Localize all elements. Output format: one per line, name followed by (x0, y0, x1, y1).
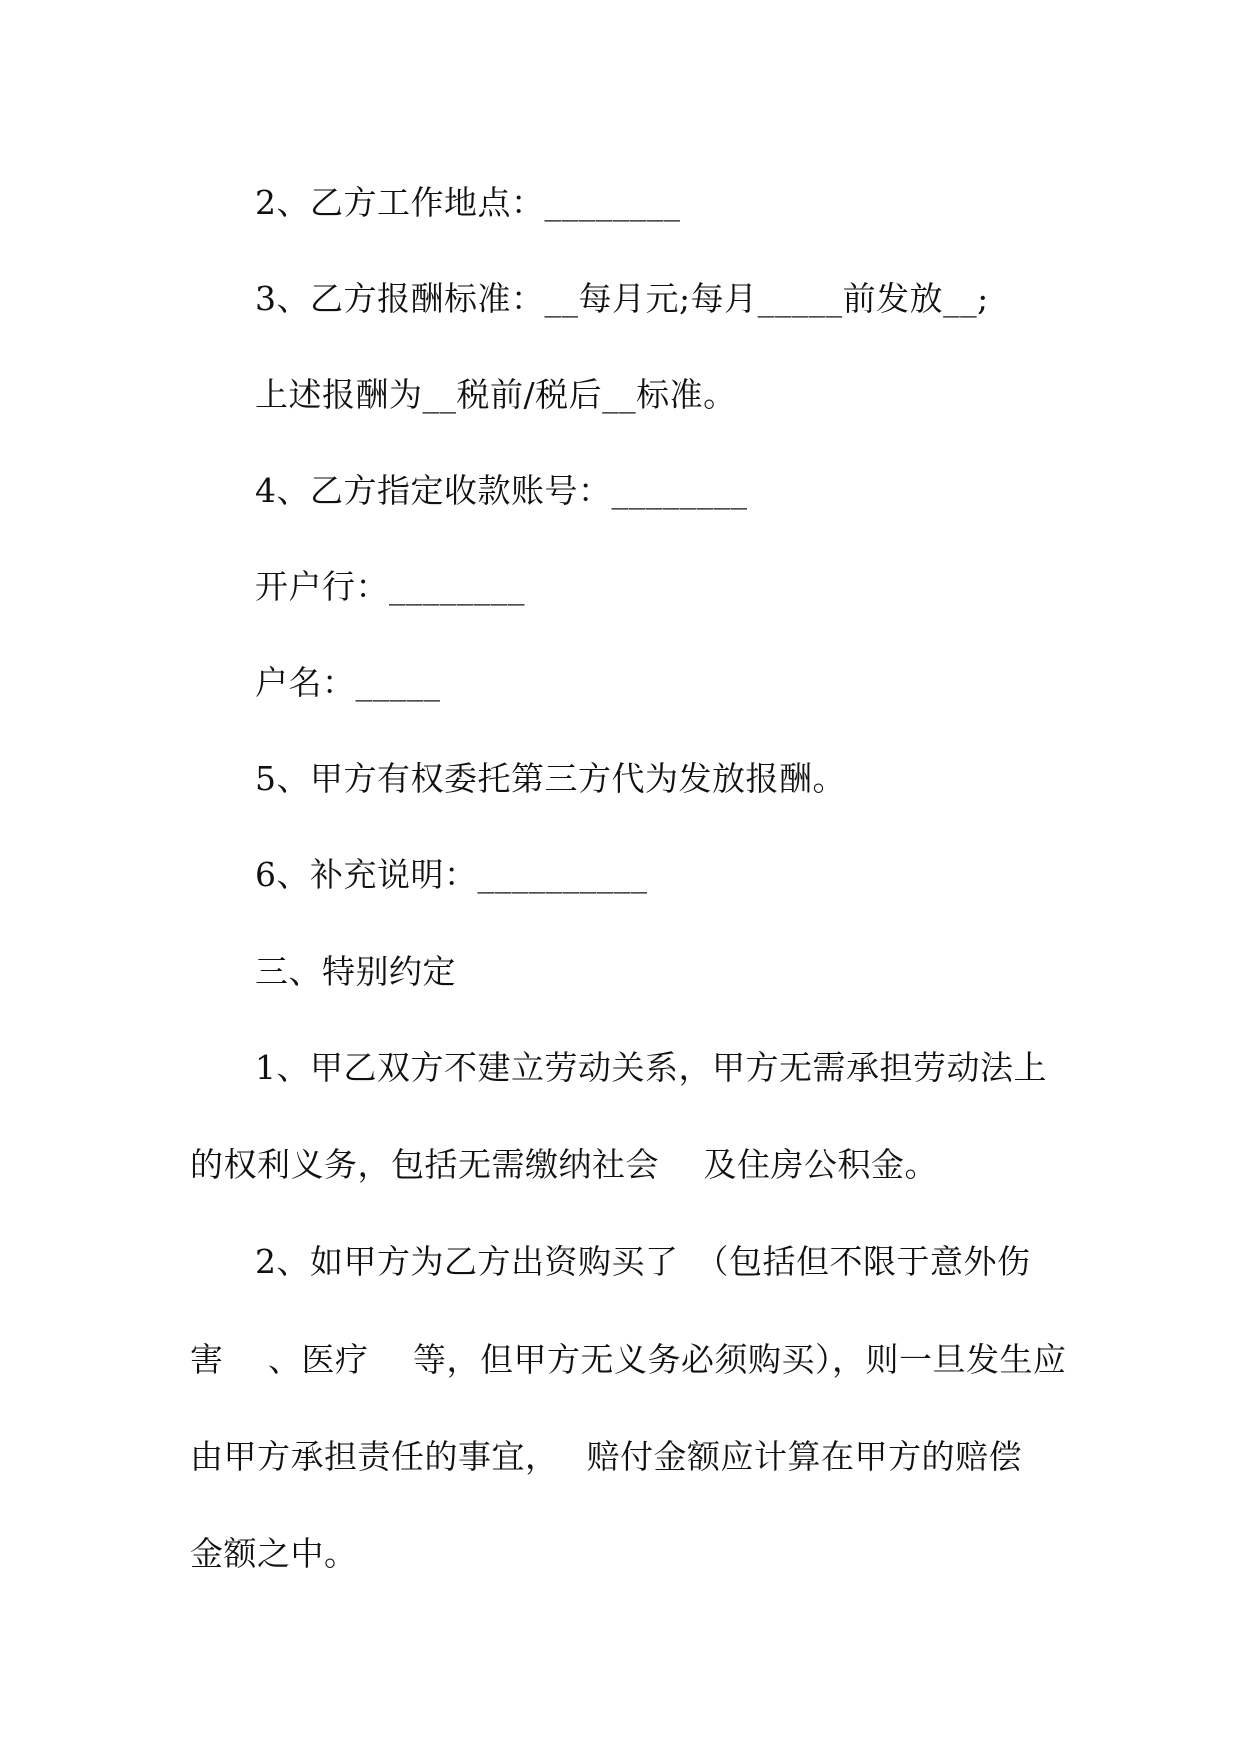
section-heading-special-terms: 三、特别约定 (255, 952, 456, 991)
clause-third-party-payment: 5、甲方有权委托第三方代为发放报酬。 (255, 759, 846, 798)
clause-work-location: 2、乙方工作地点：________ (255, 183, 681, 222)
paragraph-line: 由甲方承担责任的事宜， 赔付金额应计算在甲方的赔偿 (190, 1437, 1022, 1476)
clause-account-name: 户名：_____ (255, 663, 441, 702)
clause-opening-bank: 开户行：________ (255, 567, 525, 606)
clause-remuneration-tax: 上述报酬为__税前/税后__标准。 (255, 375, 737, 414)
paragraph-line: 金额之中。 (190, 1534, 358, 1573)
paragraph-line: 1、甲乙双方不建立劳动关系，甲方无需承担劳动法上 (255, 1048, 1047, 1087)
clause-supplementary-note: 6、补充说明：__________ (255, 855, 648, 894)
paragraph-line: 害 、医疗 等，但甲方无义务必须购买），则一旦发生应 (190, 1340, 1067, 1379)
clause-remuneration-standard: 3、乙方报酬标准：__每月元;每月_____前发放__; (255, 279, 989, 318)
paragraph-line: 的权利义务，包括无需缴纳社会 及住房公积金。 (190, 1145, 938, 1184)
clause-receiving-account: 4、乙方指定收款账号：________ (255, 471, 748, 510)
paragraph-line: 2、如甲方为乙方出资购买了 （包括但不限于意外伤 (255, 1242, 1031, 1281)
